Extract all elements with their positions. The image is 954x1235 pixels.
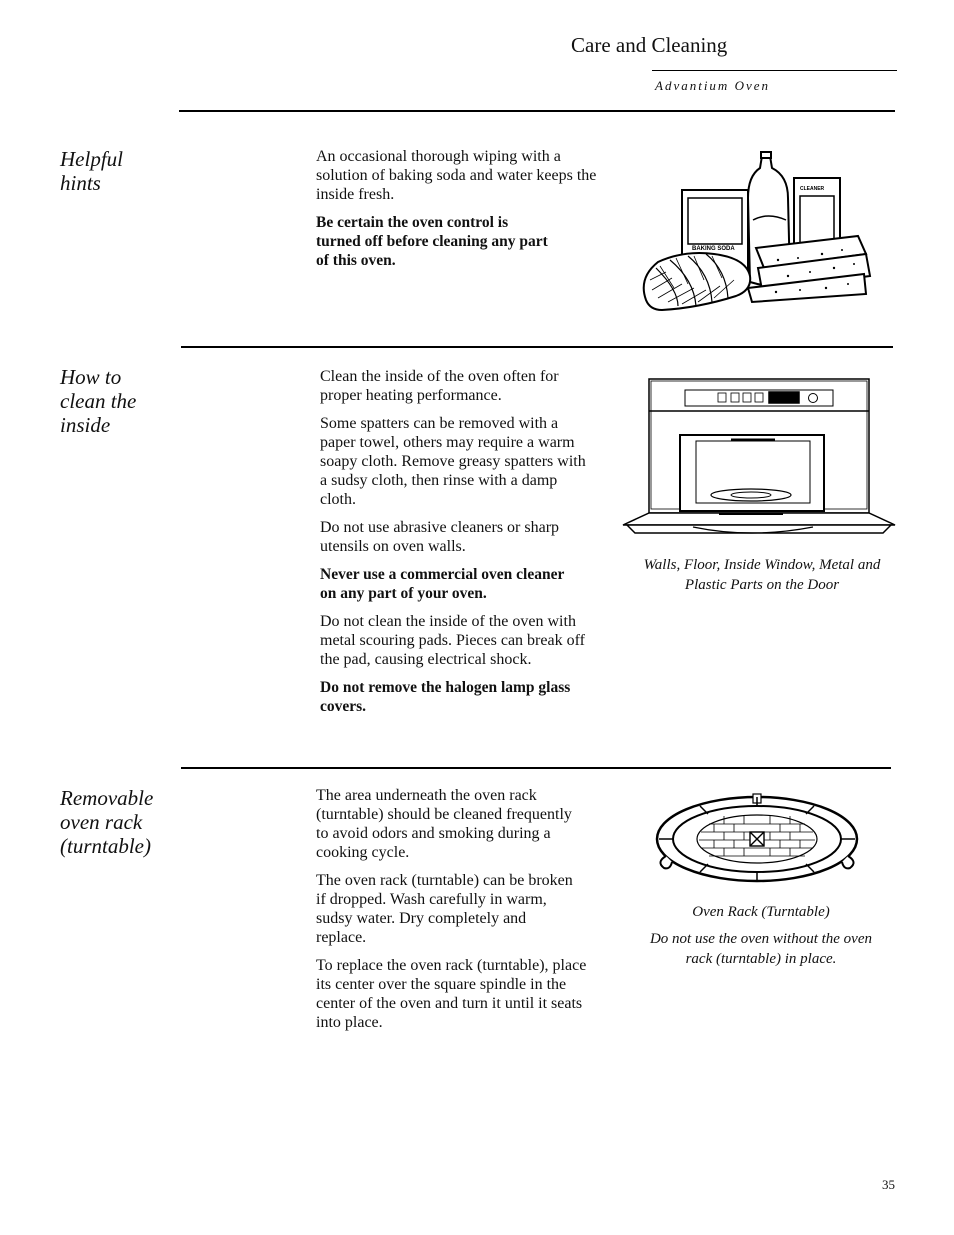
section-title-clean-inside: How to clean the inside — [60, 365, 137, 437]
page-subtitle: Advantium Oven — [655, 78, 771, 93]
paragraph-warning: Be certain the oven control is turned off before cleaning any part of this oven. — [316, 214, 548, 269]
header-divider — [652, 70, 897, 71]
figure-caption-oven-rack — [648, 902, 874, 976]
page-number: 35 — [882, 1177, 895, 1192]
oven-rack-illustration — [654, 792, 860, 890]
section-body-clean-inside — [320, 367, 595, 725]
paragraph: To replace the oven rack (turntable), place its center over the square spindle in the center of the oven and turn it until it seats into place. — [316, 957, 587, 1031]
section-divider — [179, 110, 895, 112]
section-divider — [181, 767, 891, 769]
section-title-helpful-hints: Helpful hints — [60, 147, 123, 195]
cleaning-supplies-illustration — [638, 150, 878, 315]
caption-note: Do not use the oven without the oven rack (turntable) in place. — [649, 931, 873, 967]
paragraph: Do not use abrasive cleaners or sharp utensils on oven walls. — [320, 519, 560, 555]
paragraph-warning: Never use a commercial oven cleaner on any part of your oven. — [320, 566, 565, 602]
paragraph: The area underneath the oven rack (turntable) should be cleaned frequently to avoid odors and smoking during a cooking cycle. — [316, 787, 572, 861]
caption-text: Oven Rack (Turntable) — [692, 904, 830, 920]
paragraph-warning: Do not remove the halogen lamp glass covers. — [320, 679, 571, 715]
section-divider — [181, 346, 893, 348]
baking-soda-label: BAKING SODA — [692, 246, 735, 252]
section-body-oven-rack — [316, 786, 601, 1041]
oven-illustration — [623, 377, 895, 537]
page-title: Care and Cleaning — [571, 33, 728, 57]
section-title-oven-rack: Removable oven rack (turntable) — [60, 786, 154, 858]
paragraph: The oven rack (turntable) can be broken if dropped. Wash carefully in warm, sudsy water. Dry completely and replace. — [316, 872, 573, 946]
paragraph: Do not clean the inside of the oven with metal scouring pads. Pieces can break off the pad, causing electrical shock. — [320, 613, 585, 668]
section-body-helpful-hints — [316, 147, 601, 279]
paragraph: Clean the inside of the oven often for proper heating performance. — [320, 368, 559, 404]
paragraph: An occasional thorough wiping with a solution of baking soda and water keeps the inside fresh. — [316, 148, 597, 203]
paragraph: Some spatters can be removed with a paper towel, others may require a warm soapy cloth. Remove greasy spatters with a sudsy cloth, then rinse with a damp cloth. — [320, 415, 586, 508]
cleaner-label: CLEANER — [800, 186, 825, 192]
figure-caption-oven — [640, 555, 884, 602]
caption-text: Walls, Floor, Inside Window, Metal and Plastic Parts on the Door — [643, 557, 881, 593]
